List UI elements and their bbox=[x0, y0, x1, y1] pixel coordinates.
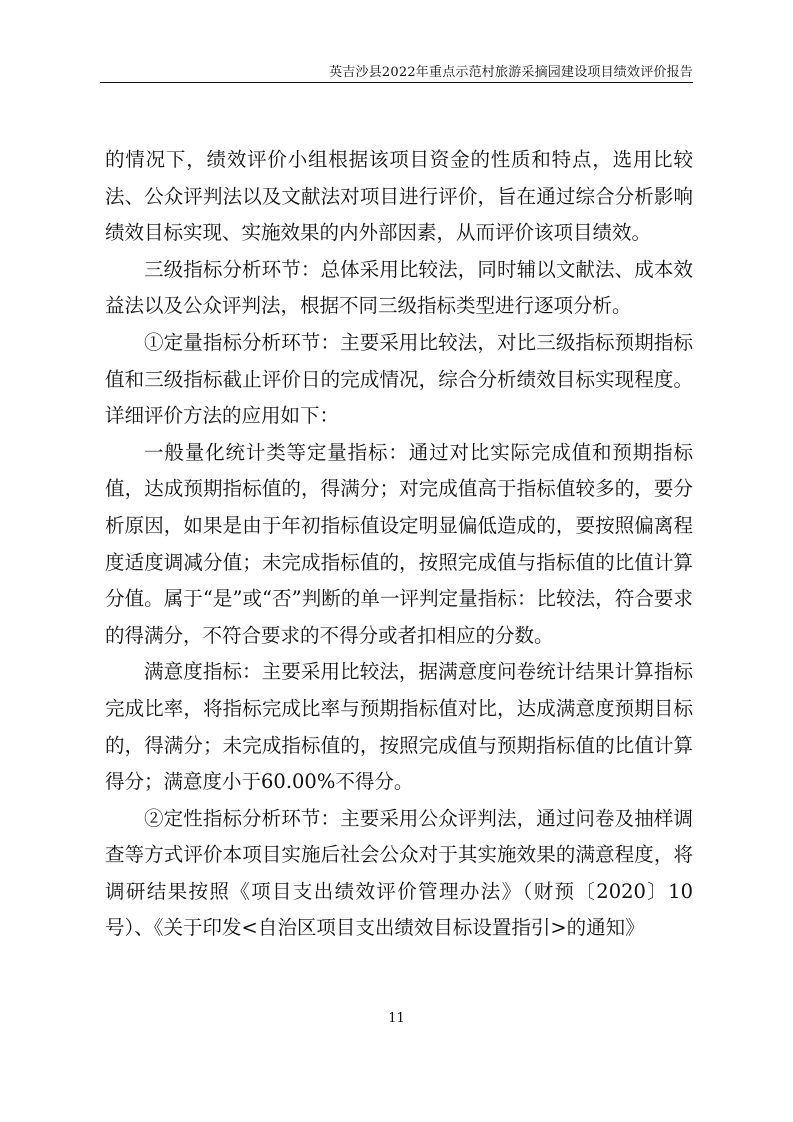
header-divider bbox=[100, 82, 693, 83]
page-number: 11 bbox=[388, 1011, 405, 1026]
paragraph-qualitative-analysis: ②定性指标分析环节：主要采用公众评判法，通过问卷及抽样调查等方式评价本项目实施后社会公众对于其实施效果的满意程度，将调研结果按照《项目支出绩效评价管理办法》（财预〔2020〕10号）、《关于印发<自治区项目支出绩效目标设置指引>的通知》 bbox=[105, 806, 693, 940]
paragraph-satisfaction-indicators: 满意度指标：主要采用比较法，据满意度问卷统计结果计算指标完成比率，将指标完成比率与预期指标值对比，达成满意度预期目标的，得满分；未完成指标值的，按照完成值与预期指标值的比值计算得分；满意度小于60.00%不得分。 bbox=[105, 660, 693, 794]
paragraph-general-quantitative-indicators: 一般量化统计类等定量指标：通过对比实际完成值和预期指标值，达成预期指标值的，得满分；对完成值高于指标值较多的，要分析原因，如果是由于年初指标值设定明显偏低造成的，要按照偏离程度适度调减分值；未完成指标值的，按照完成值与指标值的比值计算分值。属于“是”或“否”判断的单一评判定量指标：比较法，符合要求的得满分，不符合要求的不得分或者扣相应的分数。 bbox=[105, 440, 693, 647]
paragraph-third-level-analysis: 三级指标分析环节：总体采用比较法，同时辅以文献法、成本效益法以及公众评判法，根据不同三级指标类型进行逐项分析。 bbox=[105, 257, 693, 318]
document-body bbox=[105, 142, 693, 947]
paragraph-quantitative-analysis: ①定量指标分析环节：主要采用比较法，对比三级指标预期指标值和三级指标截止评价日的完成情况，综合分析绩效目标实现程度。详细评价方法的应用如下： bbox=[105, 330, 693, 428]
paragraph-continuation: 的情况下，绩效评价小组根据该项目资金的性质和特点，选用比较法、公众评判法以及文献法对项目进行评价，旨在通过综合分析影响绩效目标实现、实施效果的内外部因素，从而评价该项目绩效。 bbox=[105, 148, 693, 245]
running-header: 英吉沙县2022年重点示范村旅游采摘园建设项目绩效评价报告 bbox=[329, 65, 693, 80]
